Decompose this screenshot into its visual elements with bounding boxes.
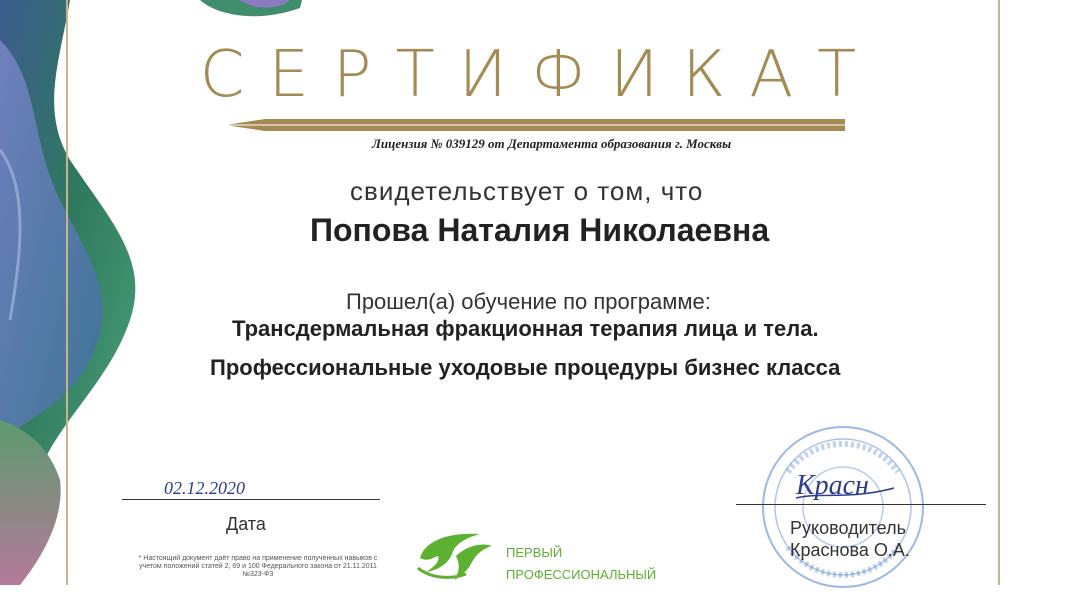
- date-label: Дата: [226, 514, 266, 534]
- school-logo-icon: [410, 528, 505, 585]
- logo-text-line-2: ПРОФЕССИОНАЛЬНЫЙ: [506, 567, 657, 582]
- logo-text-line-1: ПЕРВЫЙ: [506, 545, 563, 560]
- frame-border-right: [998, 0, 1000, 585]
- attest-text: свидетельствует о том, что: [350, 176, 704, 206]
- signature-line: [736, 504, 986, 505]
- program-title-line-1: Трансдермальная фракционная терапия лица и тела.: [232, 316, 819, 341]
- program-title-line-2: Профессиональные уходовые процедуры бизнес класса: [210, 355, 841, 380]
- date-value: 02.12.2020: [164, 478, 245, 498]
- svg-text:Красн: Красн: [796, 470, 869, 501]
- signer-name: Краснова О.А.: [790, 540, 910, 560]
- date-line: [122, 499, 380, 500]
- official-stamp: [758, 422, 928, 592]
- passed-text: Прошел(а) обучение по программе:: [346, 289, 711, 314]
- certificate-title: СЕРТИФИКАТ: [199, 38, 881, 112]
- signature: [790, 462, 900, 507]
- decorative-leaf-top: [0, 0, 320, 30]
- recipient-name: Попова Наталия Николаевна: [310, 212, 770, 248]
- frame-border-left: [66, 0, 68, 585]
- legal-note: * Настоящий документ даёт право на применение полученных навыков с учетом положений статей 2, 69 и 100 Федерального закона от 21.11.2011 №323-ФЗ: [138, 555, 378, 578]
- title-underline: [225, 118, 845, 132]
- license-text: Лицензия № 039129 от Департамента образования г. Москвы: [372, 136, 732, 151]
- signer-role: Руководитель: [790, 518, 906, 538]
